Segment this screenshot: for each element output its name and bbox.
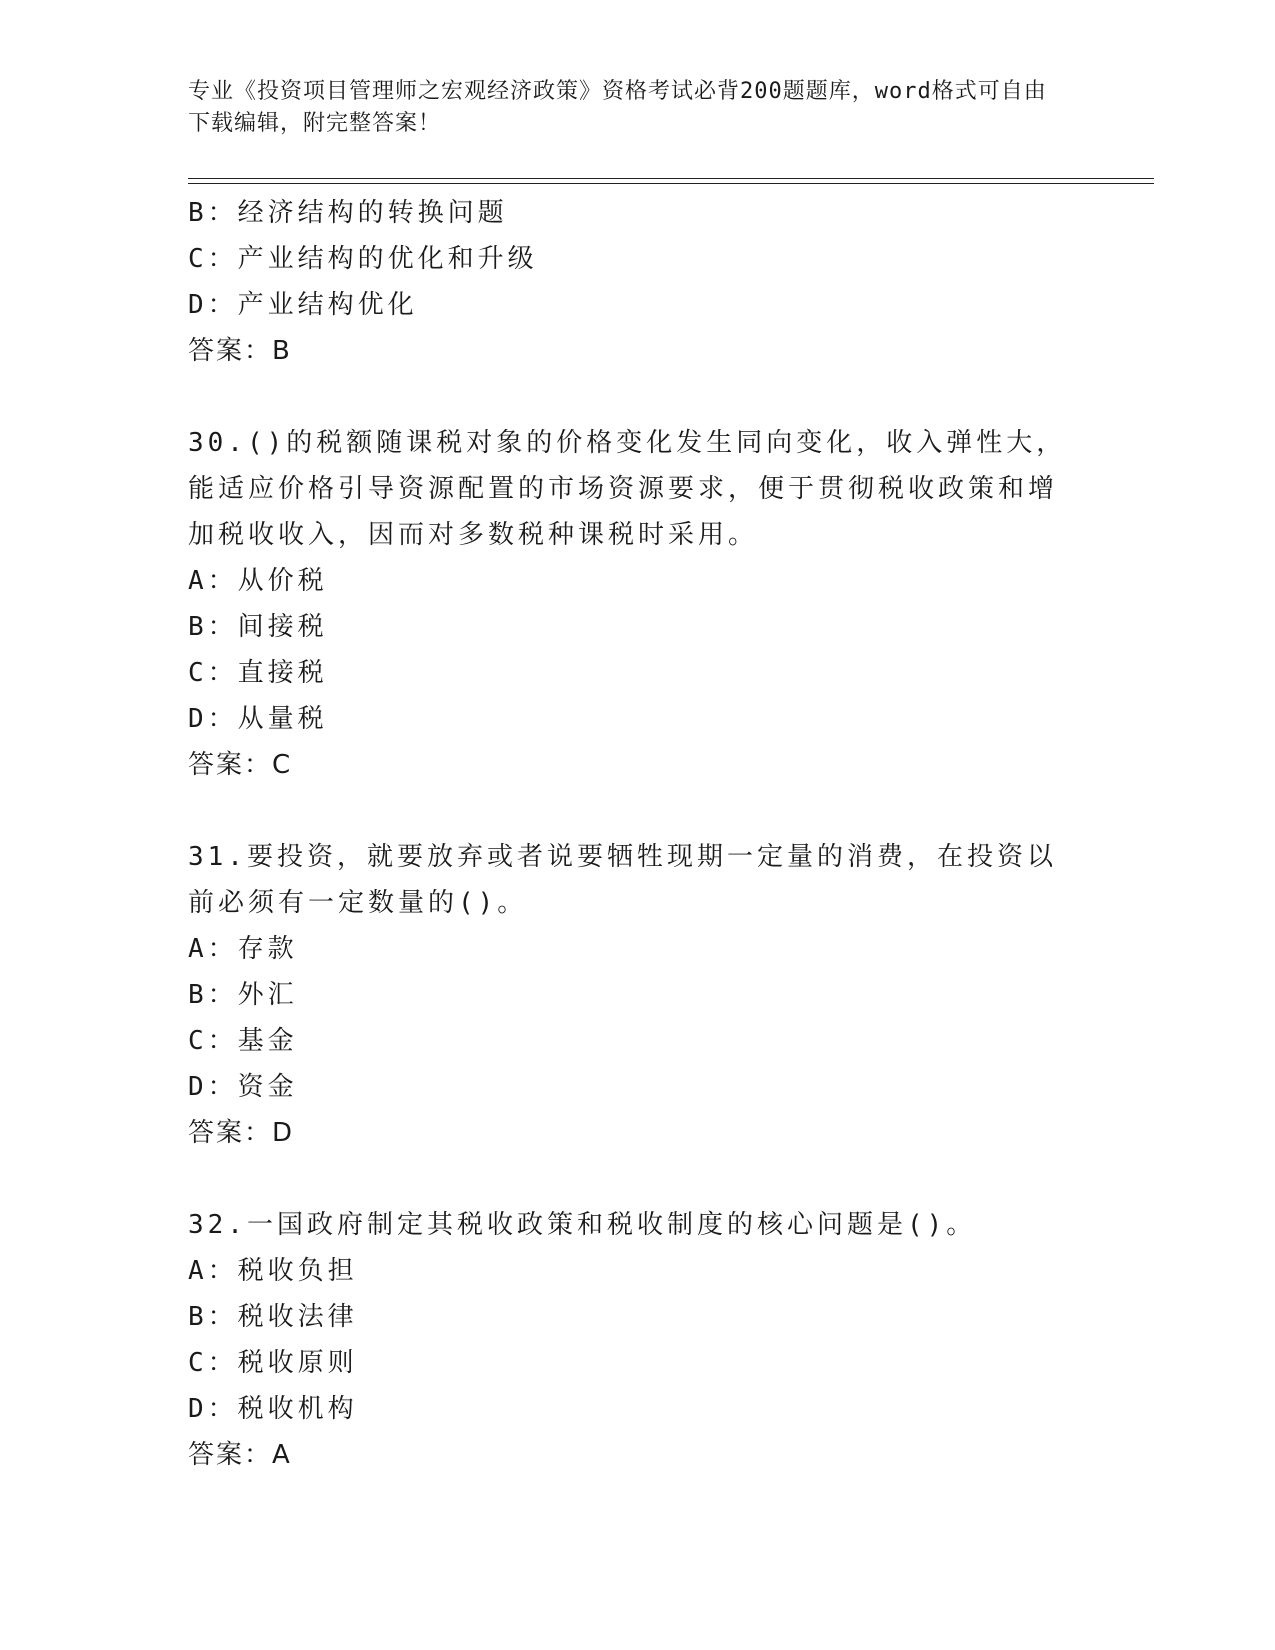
question-stem: 32.一国政府制定其税收政策和税收制度的核心问题是()。 [188,1210,977,1240]
option-a: A：税收负担 [188,1256,358,1286]
spacer [188,1156,1068,1202]
option-b: B：税收法律 [188,1302,358,1332]
question-32 [188,1202,1068,1478]
question-30 [188,420,1068,788]
option-b: B：经济结构的转换问题 [188,198,508,228]
option-c: C：基金 [188,1026,298,1056]
answer-line: 答案：C [188,750,293,780]
page-header: 专业《投资项目管理师之宏观经济政策》资格考试必背200题题库，word格式可自由下载编辑，附完整答案！ [188,79,1047,136]
spacer [188,788,1068,834]
question-stem: 30.()的税额随课税对象的价格变化发生同向变化，收入弹性大，能适应价格引导资源配置的市场资源要求，便于贯彻税收政策和增加税收收入，因而对多数税种课税时采用。 [188,428,1067,550]
question-content [188,190,1068,1478]
option-b: B：间接税 [188,612,328,642]
option-c: C：税收原则 [188,1348,358,1378]
option-b: B：外汇 [188,980,298,1010]
answer-line: 答案：A [188,1440,292,1470]
option-a: A：从价税 [188,566,328,596]
answer-line: 答案：B [188,336,292,366]
question-31 [188,834,1068,1156]
option-d: D：从量税 [188,704,328,734]
option-d: D：税收机构 [188,1394,358,1424]
question-stem: 31.要投资，就要放弃或者说要牺牲现期一定量的消费，在投资以前必须有一定数量的()。 [188,842,1057,918]
answer-line: 答案：D [188,1118,295,1148]
document-page [188,0,1154,1650]
spacer [188,374,1068,420]
header-divider [188,178,1154,184]
option-c: C：直接税 [188,658,328,688]
option-d: D：产业结构优化 [188,290,418,320]
option-d: D：资金 [188,1072,298,1102]
option-a: A：存款 [188,934,298,964]
partial-question [188,190,1068,374]
option-c: C：产业结构的优化和升级 [188,244,538,274]
